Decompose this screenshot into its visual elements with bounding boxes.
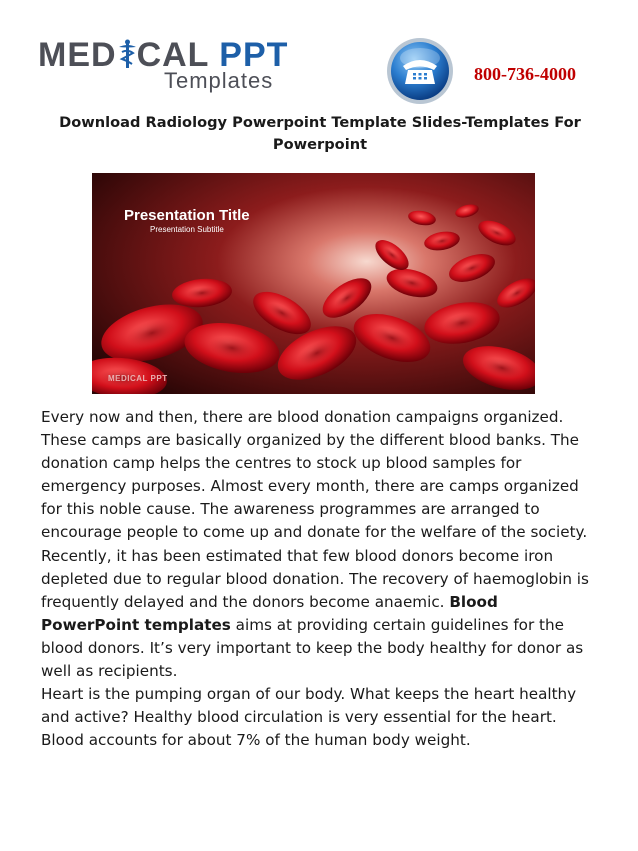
slide-title: Presentation Title	[124, 207, 250, 224]
phone-number: 800-736-4000	[474, 64, 576, 84]
slide-preview-image	[92, 173, 535, 394]
logo-wordmark	[38, 38, 288, 72]
blood-powerpoint-templates-text: Blood PowerPoint templates	[41, 592, 498, 634]
logo-text-ppt: PPT	[219, 36, 289, 74]
caduceus-icon	[117, 39, 137, 69]
slide-subtitle: Presentation Subtitle	[150, 225, 224, 234]
slide-logo: MEDICAL PPT	[108, 374, 168, 383]
body-paragraph	[41, 406, 601, 752]
page-title: Download Radiology Powerpoint Template Slides-Templates For Powerpoint	[59, 114, 581, 153]
paragraph-1-text: Every now and then, there are blood donation campaigns organized. These camps are basically organized by the different blood banks. The donation camp helps the centres to stock up blood samples for emergency purposes. Almost every month, there are camps organized for this noble cause. The awareness programmes are arranged to encourage people to come up and donate for the welfare of the society. Recently, it has been estimated that few blood donors become iron depleted due to regular blood donation. The recovery of haemoglobin is frequently delayed and the donors become anaemic.	[41, 408, 589, 611]
logo-text-med: MED	[38, 36, 117, 74]
logo-text-cal: CAL	[136, 36, 209, 74]
paragraph-1-continued: aims at providing certain guidelines for the blood donors. It’s very important to keep the body healthy for donor as well as recipients.	[41, 615, 584, 681]
paragraph-2-text: Heart is the pumping organ of our body. What keeps the heart healthy and active? Healthy blood circulation is very essential for the heart. Blood accounts for about 7% of the human body weight.	[41, 685, 577, 750]
medical-ppt-logo	[38, 36, 289, 93]
telephone-icon	[385, 36, 455, 106]
logo-subtitle: Templates	[164, 68, 274, 93]
